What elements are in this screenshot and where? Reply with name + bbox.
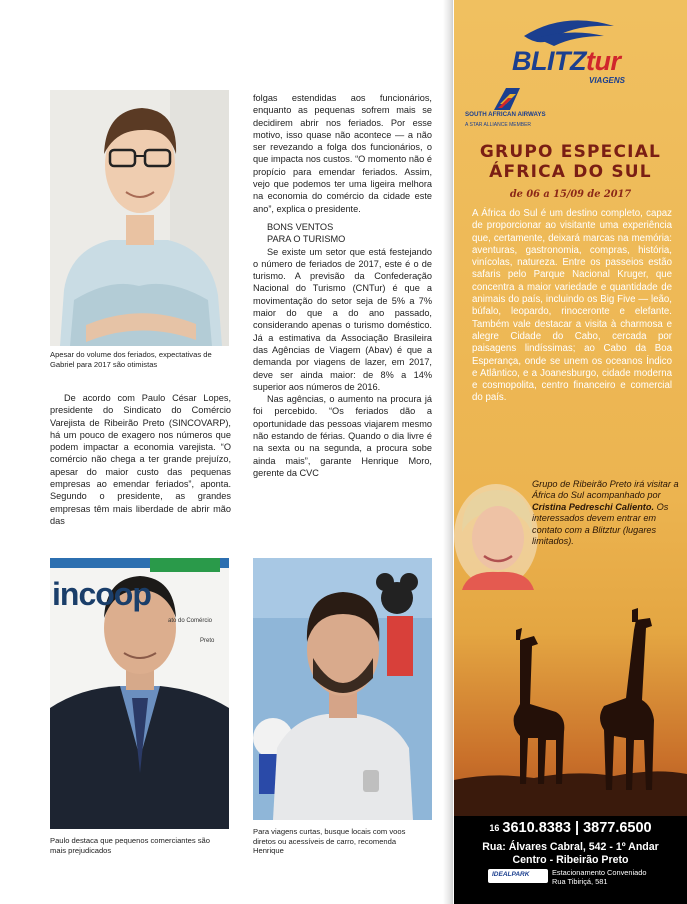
- caption-gabriel: Apesar do volume dos feriados, expectativas de Gabriel para 2017 são otimistas: [50, 350, 212, 369]
- ad-title-1: GRUPO ESPECIAL: [479, 142, 662, 162]
- caption-paulo: Paulo destaca que pequenos comerciantes são mais prejudicados: [50, 836, 210, 855]
- paragraph: folgas estendidas aos funcionários, enquanto as pequenas sofrem mais se decidirem abrir nos feriados. Por esse motivo, isso quase não acontece — a não ser revezando a folga dos funcionários, o que impacta nos custos. “O momento não é propício para emendar feriados. Assim, vejo que podemos ter uma ligeira melhora na economia do comércio da cidade este ano”, explica o presidente.: [253, 93, 432, 214]
- paragraph: Se existe um setor que está festejando o número de feriados de 2017, este é o de turismo. A previsão da Confederação Nacional do Turismo (CNTur) é que a movimentação do setor seja de 5% a 7% maior do que a do ano passado, considerando apenas o turismo doméstico. Já a estimativa da Associação Brasileira das Agências de Viagem (Abav) é que a demanda por viagens de lazer, em 2017, deve ser ainda maior: de 8% a 14% superior aos números de 2016.: [253, 246, 432, 392]
- ad-note: Grupo de Ribeirão Preto irá visitar a África do Sul acompanhado por Cristina Pedreschi Caliento. Os interessados devem entrar em contato com a Blitztur (lugares limitados).: [532, 479, 679, 547]
- photo-henrique: [253, 558, 432, 820]
- photo-sign-small2: Preto: [200, 638, 215, 644]
- article-column-2: [253, 92, 432, 479]
- ad-dates: de 06 a 15/09 de 2017: [509, 189, 632, 200]
- photo-cristina: [454, 482, 544, 590]
- ad-title-2: ÁFRICA DO SUL: [489, 162, 652, 182]
- section-heading: PARA O TURISMO: [267, 234, 346, 245]
- photo-sign-text: incoop: [52, 576, 151, 612]
- page-gutter: [443, 0, 453, 904]
- article-column-1: [50, 392, 231, 527]
- parking-logo: IDEALPARK: [488, 869, 548, 883]
- parking-text-1: Estacionamento Conveniado: [552, 868, 647, 877]
- alliance-text: A STAR ALLIANCE MEMBER: [465, 122, 532, 128]
- section-heading: BONS VENTOS: [267, 221, 334, 232]
- parking-text-2: Rua Tibiriçá, 581: [552, 877, 608, 886]
- photo-sign-small: ato do Comércio: [168, 618, 213, 624]
- airline-tail-icon: [492, 86, 522, 112]
- paragraph: De acordo com Paulo César Lopes, presidente do Sindicato do Comércio Varejista de Ribeirão Preto (SINCOVARP), há um pouco de exagero nos números que podem impactar a economia varejista. “O comércio não chega a ter grande prejuízo, apesar do maior custo das pequenas empresas ao emendar feriados”, aponta. Segundo o presidente, as grandes empresas têm mais liberdade de abrir mão das: [50, 393, 231, 526]
- photo-paulo: [50, 558, 229, 829]
- giraffe-scene: [454, 600, 687, 816]
- brand-name: BLITZtur: [512, 46, 621, 76]
- ad-contact-bar: [454, 816, 687, 904]
- airline-name: SOUTH AFRICAN AIRWAYS: [465, 111, 546, 118]
- address-line-2: Centro - Ribeirão Preto: [512, 854, 629, 866]
- ad-body: A África do Sul é um destino completo, capaz de proporcionar ao visitante uma experiência que, certamente, deixará marcas na memória: aventuras, gastronomia, compras, história, vinícolas, natureza. Entre os passeios estão safaris pelo Parque Nacional Kruger, que concentra a maior variedade e quantidade de animais do país, incluindo os Big Five — leão, búfalo, leopardo, rinoceronte e elefante. Também vale destacar a visita à charmosa e alegre Cidade do Cabo, cercada por paisagens lindíssimas; ao Cabo da Boa Esperança, onde se unem os oceanos Índico e Atlântico, e a Joanesburgo, cidade moderna e cosmopolita, centro financeiro e comercial do país.: [472, 208, 672, 404]
- paragraph: Nas agências, o aumento na procura já foi percebido. “Os feriados dão a oportunidade das pessoas viajarem mesmo não estando de férias. Quando o dia livre é na sexta ou na segunda, a procura sobe ainda mais”, garante Henrique Moro, gerente da CVC: [253, 394, 432, 478]
- caption-henrique: Para viagens curtas, busque locais com voos diretos ou acessíveis de carro, recomenda Henrique: [253, 827, 406, 855]
- photo-gabriel: [50, 90, 229, 346]
- phone-numbers: 16 3610.8383 | 3877.6500: [489, 820, 652, 836]
- address-line-1: Rua: Álvares Cabral, 542 - 1º Andar: [482, 841, 659, 853]
- brand-logo: [454, 0, 687, 133]
- brand-sub: VIAGENS: [589, 76, 626, 85]
- ad-blitztur: [454, 0, 687, 904]
